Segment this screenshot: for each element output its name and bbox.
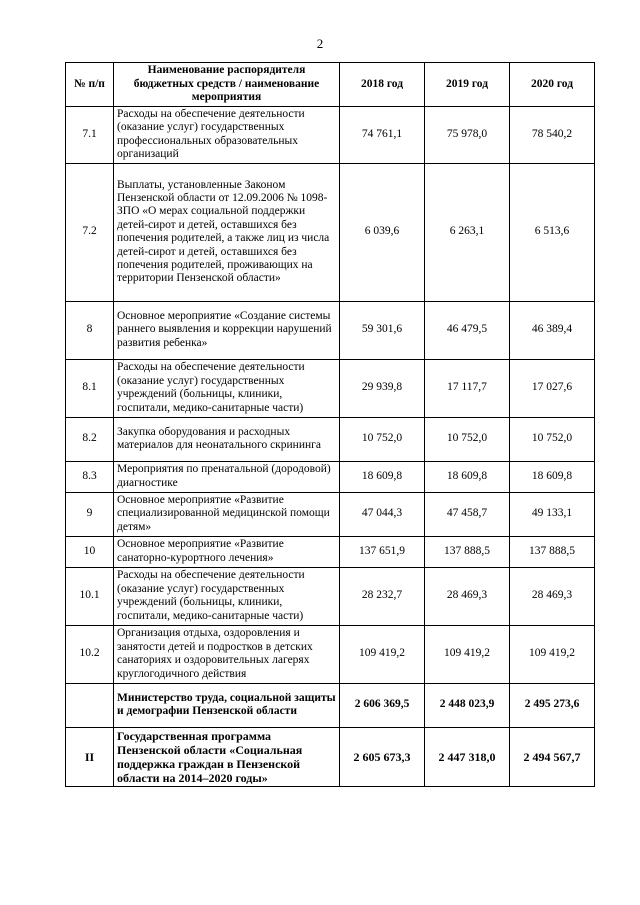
- row-name-cell: Расходы на обеспечение деятельности (оказание услуг) государственных профессиональных образовательных организаций: [114, 107, 340, 164]
- value-2020-cell: 109 419,2: [510, 625, 595, 683]
- value-2020-cell: 2 494 567,7: [510, 727, 595, 786]
- row-name-cell: Закупка оборудования и расходных материалов для неонатального скрининга: [114, 417, 340, 461]
- value-2020-cell: 46 389,4: [510, 301, 595, 359]
- value-2018-cell: 29 939,8: [340, 359, 425, 417]
- row-name-cell: Основное мероприятие «Развитие специализированной медицинской помощи детям»: [114, 492, 340, 536]
- table-row: [66, 417, 595, 461]
- row-number-cell: 8: [66, 301, 114, 359]
- header-number: № п/п: [66, 63, 114, 107]
- row-number-cell: 8.1: [66, 359, 114, 417]
- value-2019-cell: 137 888,5: [425, 536, 510, 567]
- row-name-cell: Мероприятия по пренатальной (дородовой) диагностике: [114, 461, 340, 492]
- value-2019-cell: 46 479,5: [425, 301, 510, 359]
- table-row: [66, 163, 595, 301]
- table-row: [66, 567, 595, 625]
- row-number-cell: 8.2: [66, 417, 114, 461]
- value-2019-cell: 2 447 318,0: [425, 727, 510, 786]
- row-number-cell: 8.3: [66, 461, 114, 492]
- value-2018-cell: 137 651,9: [340, 536, 425, 567]
- value-2018-cell: 109 419,2: [340, 625, 425, 683]
- header-2020: 2020 год: [510, 63, 595, 107]
- table-row: [66, 359, 595, 417]
- value-2020-cell: 49 133,1: [510, 492, 595, 536]
- row-number-cell: 10.2: [66, 625, 114, 683]
- value-2020-cell: 10 752,0: [510, 417, 595, 461]
- value-2019-cell: 109 419,2: [425, 625, 510, 683]
- value-2019-cell: 75 978,0: [425, 107, 510, 164]
- value-2018-cell: 6 039,6: [340, 163, 425, 301]
- value-2018-cell: 28 232,7: [340, 567, 425, 625]
- value-2020-cell: 78 540,2: [510, 107, 595, 164]
- row-name-cell: Основное мероприятие «Создание системы раннего выявления и коррекции нарушений развития ребенка»: [114, 301, 340, 359]
- value-2018-cell: 18 609,8: [340, 461, 425, 492]
- table-row: [66, 625, 595, 683]
- row-number-cell: [66, 683, 114, 727]
- value-2020-cell: 17 027,6: [510, 359, 595, 417]
- row-name-cell: Расходы на обеспечение деятельности (оказание услуг) государственных учреждений (больницы, клиники, госпитали, медико-санитарные части): [114, 359, 340, 417]
- value-2019-cell: 17 117,7: [425, 359, 510, 417]
- header-name: Наименование распорядителя бюджетных средств / наименование мероприятия: [114, 63, 340, 107]
- value-2019-cell: 28 469,3: [425, 567, 510, 625]
- value-2019-cell: 2 448 023,9: [425, 683, 510, 727]
- table-body: [66, 107, 595, 787]
- row-name-cell: Государственная программа Пензенской области «Социальная поддержка граждан в Пензенской области на 2014–2020 годы»: [114, 727, 340, 786]
- value-2018-cell: 47 044,3: [340, 492, 425, 536]
- table-row: [66, 107, 595, 164]
- header-2019: 2019 год: [425, 63, 510, 107]
- value-2018-cell: 74 761,1: [340, 107, 425, 164]
- table-row: [66, 301, 595, 359]
- row-name-cell: Организация отдыха, оздоровления и занятости детей и подростков в детских санаториях и оздоровительных лагерях круглогодичного действия: [114, 625, 340, 683]
- row-number-cell: 7.1: [66, 107, 114, 164]
- row-name-cell: Основное мероприятие «Развитие санаторно-курортного лечения»: [114, 536, 340, 567]
- value-2018-cell: 10 752,0: [340, 417, 425, 461]
- row-number-cell: 7.2: [66, 163, 114, 301]
- table-row: [66, 461, 595, 492]
- value-2018-cell: 2 606 369,5: [340, 683, 425, 727]
- value-2020-cell: 2 495 273,6: [510, 683, 595, 727]
- table-row: [66, 536, 595, 567]
- value-2020-cell: 18 609,8: [510, 461, 595, 492]
- row-name-cell: Расходы на обеспечение деятельности (оказание услуг) государственных учреждений (больницы, клиники, госпитали, медико-санитарные части): [114, 567, 340, 625]
- value-2019-cell: 18 609,8: [425, 461, 510, 492]
- row-number-cell: 9: [66, 492, 114, 536]
- row-number-cell: 10: [66, 536, 114, 567]
- value-2019-cell: 10 752,0: [425, 417, 510, 461]
- row-number-cell: II: [66, 727, 114, 786]
- table-row: [66, 492, 595, 536]
- row-name-cell: Выплаты, установленные Законом Пензенской области от 12.09.2006 № 1098-ЗПО «О мерах социальной поддержки детей-сирот и детей, оставшихся без попечения родителей, а также лиц из числа детей-сирот и детей, оставшихся без попечения родителей, проживающих на территории Пензенской области»: [114, 163, 340, 301]
- table-row: [66, 727, 595, 786]
- header-2018: 2018 год: [340, 63, 425, 107]
- table-header-row: [66, 63, 595, 107]
- table-row: [66, 683, 595, 727]
- page-number: 2: [316, 36, 324, 51]
- value-2018-cell: 59 301,6: [340, 301, 425, 359]
- value-2020-cell: 6 513,6: [510, 163, 595, 301]
- value-2019-cell: 47 458,7: [425, 492, 510, 536]
- value-2020-cell: 28 469,3: [510, 567, 595, 625]
- row-name-cell: Министерство труда, социальной защиты и демографии Пензенской области: [114, 683, 340, 727]
- row-number-cell: 10.1: [66, 567, 114, 625]
- budget-table: [65, 62, 595, 787]
- value-2019-cell: 6 263,1: [425, 163, 510, 301]
- value-2020-cell: 137 888,5: [510, 536, 595, 567]
- value-2018-cell: 2 605 673,3: [340, 727, 425, 786]
